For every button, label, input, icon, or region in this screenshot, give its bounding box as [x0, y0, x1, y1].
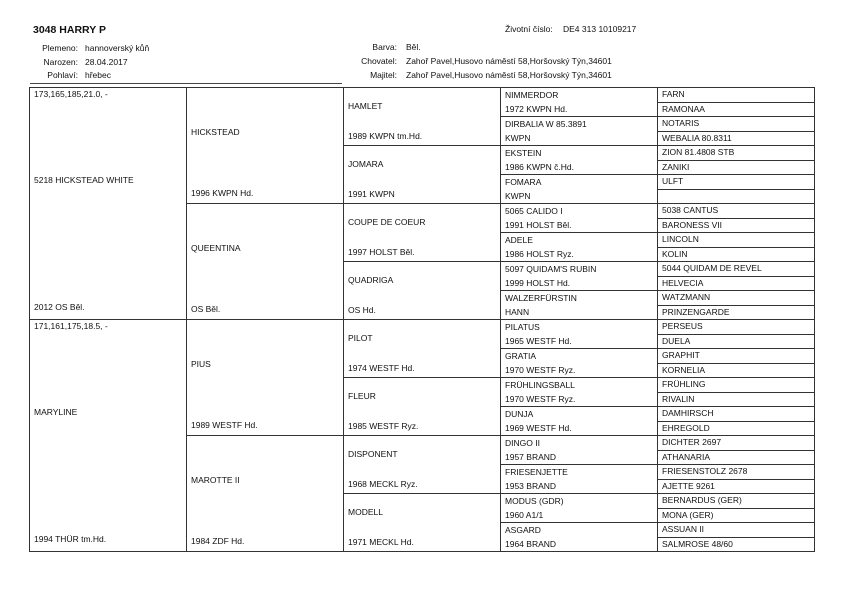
- gen3-name: COUPE DE COEUR: [348, 217, 426, 228]
- gen5-cell: BERNARDUS (GER): [658, 494, 815, 509]
- gen3-cell: [344, 88, 501, 146]
- gen4-cell: [501, 233, 658, 262]
- gen5-cell: ZANIKI: [658, 160, 815, 175]
- pedigree-table: [29, 87, 815, 552]
- gen4-cell: [501, 146, 658, 175]
- gen4-name: DINGO II: [505, 438, 540, 448]
- gen5-cell: WEBALIA 80.8311: [658, 131, 815, 146]
- gen4-info: 1953 BRAND: [505, 481, 557, 491]
- gen5-cell: DAMHIRSCH: [658, 407, 815, 422]
- gen4-name: FOMARA: [505, 177, 542, 187]
- gen2-info: 1984 ZDF Hd.: [191, 535, 245, 546]
- gen3-cell: [344, 262, 501, 320]
- gen4-cell: [501, 204, 658, 233]
- sex-label: Pohlaví:: [47, 70, 78, 80]
- gen4-cell: [501, 349, 658, 378]
- gen2-info: OS Běl.: [191, 303, 221, 314]
- sex-value: hřebec: [85, 70, 111, 80]
- gen5-cell: RIVALIN: [658, 392, 815, 407]
- gen3-info: 1971 MECKL Hd.: [348, 536, 414, 547]
- gen4-name: EKSTEIN: [505, 148, 542, 158]
- gen3-cell: [344, 494, 501, 552]
- gen4-name: DUNJA: [505, 409, 534, 419]
- gen4-info: 1986 KWPN č.Hd.: [505, 162, 574, 172]
- gen2-name: HICKSTEAD: [191, 127, 240, 138]
- gen3-name: HAMLET: [348, 101, 383, 112]
- breed-label: Plemeno:: [42, 43, 78, 53]
- gen3-info: OS Hd.: [348, 304, 376, 315]
- gen4-cell: [501, 262, 658, 291]
- gen4-cell: [501, 117, 658, 146]
- gen3-info: 1974 WESTF Hd.: [348, 362, 415, 373]
- gen5-cell: KOLIN: [658, 247, 815, 262]
- gen3-info: 1985 WESTF Ryz.: [348, 420, 419, 431]
- sire-measures: 173,165,185,21.0, -: [34, 89, 108, 99]
- gen4-cell: [501, 436, 658, 465]
- gen4-info: KWPN: [505, 133, 531, 143]
- gen5-cell: DUELA: [658, 334, 815, 349]
- gen2-cell: [187, 88, 344, 204]
- owner-label: Majitel:: [370, 70, 397, 80]
- gen5-cell: MONA (GER): [658, 508, 815, 523]
- gen5-cell: ZION 81.4808 STB: [658, 146, 815, 161]
- gen5-cell: RAMONAA: [658, 102, 815, 117]
- gen5-cell: HELVECIA: [658, 276, 815, 291]
- gen4-info: KWPN: [505, 191, 531, 201]
- gen3-name: JOMARA: [348, 159, 384, 170]
- breeder-label: Chovatel:: [361, 56, 397, 66]
- gen4-name: DIRBALIA W 85.3891: [505, 119, 587, 129]
- gen5-cell: ATHANARIA: [658, 450, 815, 465]
- gen2-name: QUEENTINA: [191, 243, 241, 254]
- gen5-cell: ASSUAN II: [658, 523, 815, 538]
- gen5-cell: LINCOLN: [658, 233, 815, 248]
- sire-name: 5218 HICKSTEAD WHITE: [34, 174, 134, 185]
- dam-measures: 171,161,175,18.5, -: [34, 321, 108, 331]
- gen2-info: 1989 WESTF Hd.: [191, 419, 258, 430]
- gen4-name: WALZERFÜRSTIN: [505, 293, 577, 303]
- sire-info: 2012 OS Běl.: [34, 301, 85, 312]
- gen3-name: QUADRIGA: [348, 275, 394, 286]
- dam-info: 1994 THÜR tm.Hd.: [34, 533, 107, 544]
- gen5-cell: SALMROSE 48/60: [658, 537, 815, 552]
- life-number-value: DE4 313 10109217: [563, 24, 637, 34]
- gen4-info: 1986 HOLST Ryz.: [505, 249, 574, 259]
- gen4-info: 1972 KWPN Hd.: [505, 104, 568, 114]
- gen4-info: 1970 WESTF Ryz.: [505, 394, 576, 404]
- gen5-cell: [658, 189, 815, 204]
- gen5-cell: WATZMANN: [658, 291, 815, 306]
- gen3-cell: [344, 146, 501, 204]
- gen4-cell: [501, 320, 658, 349]
- gen3-cell: [344, 436, 501, 494]
- gen2-name: PIUS: [191, 359, 211, 370]
- breed-value: hannoverský kůň: [85, 43, 150, 53]
- gen4-cell: [501, 291, 658, 320]
- gen4-name: FRÜHLINGSBALL: [505, 380, 575, 390]
- gen3-cell: [344, 378, 501, 436]
- gen5-cell: GRAPHIT: [658, 349, 815, 364]
- gen4-info: 1991 HOLST Běl.: [505, 220, 572, 230]
- gen2-cell: [187, 204, 344, 320]
- gen4-name: FRIESENJETTE: [505, 467, 568, 477]
- gen5-cell: KORNELIA: [658, 363, 815, 378]
- gen4-cell: [501, 494, 658, 523]
- header-divider: [30, 83, 342, 84]
- life-number-label: Životní číslo:: [505, 24, 553, 34]
- gen2-cell: [187, 320, 344, 436]
- gen5-cell: AJETTE 9261: [658, 479, 815, 494]
- gen4-info: 1960 A1/1: [505, 510, 544, 520]
- dam-name: MARYLINE: [34, 406, 78, 417]
- gen4-info: 1999 HOLST Hd.: [505, 278, 571, 288]
- gen5-cell: DICHTER 2697: [658, 436, 815, 451]
- gen3-name: MODELL: [348, 507, 383, 518]
- gen4-name: PILATUS: [505, 322, 540, 332]
- gen5-cell: FRÜHLING: [658, 378, 815, 393]
- gen5-cell: 5044 QUIDAM DE REVEL: [658, 262, 815, 277]
- gen5-cell: BARONESS VII: [658, 218, 815, 233]
- gen4-name: 5097 QUIDAM'S RUBIN: [505, 264, 597, 274]
- gen5-cell: PRINZENGARDE: [658, 305, 815, 320]
- sire-cell: [30, 88, 187, 320]
- owner-value: Zahoř Pavel,Husovo náměstí 58,Horšovský Týn,34601: [406, 70, 612, 80]
- gen4-cell: [501, 465, 658, 494]
- gen2-name: MAROTTE II: [191, 475, 240, 486]
- gen3-name: PILOT: [348, 333, 373, 344]
- gen2-info: 1996 KWPN Hd.: [191, 187, 254, 198]
- birth-value: 28.04.2017: [85, 57, 128, 67]
- gen5-cell: FRIESENSTOLZ 2678: [658, 465, 815, 480]
- gen5-cell: PERSEUS: [658, 320, 815, 335]
- gen5-cell: NOTARIS: [658, 117, 815, 132]
- gen3-info: 1997 HOLST Běl.: [348, 246, 415, 257]
- horse-title: 3048 HARRY P: [33, 24, 106, 36]
- gen4-info: HANN: [505, 307, 530, 317]
- gen3-info: 1989 KWPN tm.Hd.: [348, 130, 423, 141]
- gen3-cell: [344, 320, 501, 378]
- gen4-name: GRATIA: [505, 351, 537, 361]
- gen4-cell: [501, 407, 658, 436]
- gen4-cell: [501, 523, 658, 552]
- gen4-cell: [501, 175, 658, 204]
- gen5-cell: ULFT: [658, 175, 815, 190]
- gen5-cell: 5038 CANTUS: [658, 204, 815, 219]
- gen4-name: MODUS (GDR): [505, 496, 564, 506]
- color-value: Běl.: [406, 42, 421, 52]
- gen4-info: 1969 WESTF Hd.: [505, 423, 572, 433]
- gen2-cell: [187, 436, 344, 552]
- gen4-name: ASGARD: [505, 525, 541, 535]
- breeder-value: Zahoř Pavel,Husovo náměstí 58,Horšovský Týn,34601: [406, 56, 612, 66]
- gen4-info: 1964 BRAND: [505, 539, 557, 549]
- gen3-info: 1991 KWPN: [348, 188, 395, 199]
- gen5-cell: EHREGOLD: [658, 421, 815, 436]
- gen5-cell: FARN: [658, 88, 815, 103]
- dam-cell: [30, 320, 187, 552]
- gen3-info: 1968 MECKL Ryz.: [348, 478, 418, 489]
- gen4-name: 5065 CALIDO I: [505, 206, 563, 216]
- gen3-name: FLEUR: [348, 391, 376, 402]
- gen4-name: ADELE: [505, 235, 533, 245]
- gen4-info: 1957 BRAND: [505, 452, 557, 462]
- gen3-cell: [344, 204, 501, 262]
- color-label: Barva:: [372, 42, 397, 52]
- birth-label: Narozen:: [43, 57, 78, 67]
- gen3-name: DISPONENT: [348, 449, 398, 460]
- gen4-info: 1970 WESTF Ryz.: [505, 365, 576, 375]
- gen4-info: 1965 WESTF Hd.: [505, 336, 572, 346]
- gen4-name: NIMMERDOR: [505, 90, 559, 100]
- gen4-cell: [501, 378, 658, 407]
- gen4-cell: [501, 88, 658, 117]
